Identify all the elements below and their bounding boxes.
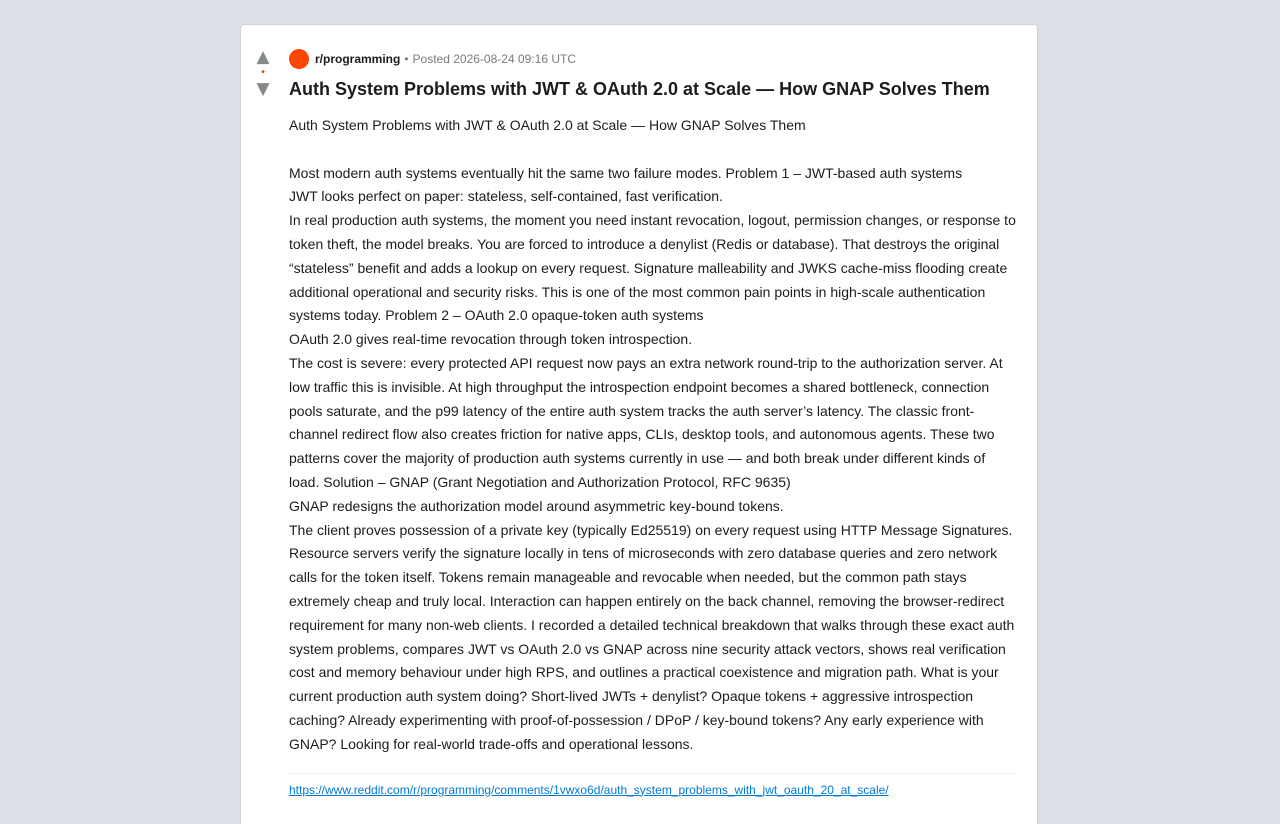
post-timestamp: Posted 2026-08-24 09:16 UTC xyxy=(412,52,576,66)
post-title[interactable]: Auth System Problems with JWT & OAuth 2.0 at Scale — How GNAP Solves Them xyxy=(289,79,990,99)
subreddit-name[interactable]: r/programming xyxy=(315,52,401,66)
post-body xyxy=(289,114,1016,757)
post-body-line: OAuth 2.0 gives real-time revocation through token introspection. xyxy=(289,331,693,348)
post-body-line: The client proves possession of a private key (typically Ed25519) on every request using HTTP Message Signatures. Resource servers verify the signature locally in tens of microseconds with zero database queries and zero network calls for the token itself. Tokens remain manageable and revocable when needed, but the common path stays extremely cheap and truly local. Interaction can happen entirely on the back channel, removing the browser-redirect requirement for many non-web clients. I recorded a detailed technical breakdown that walks through these exact auth system problems, compares JWT vs OAuth 2.0 vs GNAP across nine security attack vectors, shows real verification cost and memory behaviour under high RPS, and outlines a practical coexistence and migration path. What is your current production auth system doing? Short-lived JWTs + denylist? Opaque tokens + aggressive introspection caching? Already experimenting with proof-of-possession / DPoP / key-bound tokens? Any early experience with GNAP? Looking for real-world trade-offs and operational lessons. xyxy=(289,521,1015,752)
meta-separator: • xyxy=(404,52,409,66)
post-body-intro: Auth System Problems with JWT & OAuth 2.0 at Scale — How GNAP Solves Them xyxy=(289,117,806,133)
post-body-line: JWT looks perfect on paper: stateless, self-contained, fast verification. xyxy=(289,188,723,205)
post-meta xyxy=(289,49,1016,69)
vote-score: • xyxy=(261,67,265,78)
post-permalink[interactable]: https://www.reddit.com/r/programming/comments/1vwxo6d/auth_system_problems_with_jwt_oauth_20_at_scale/ xyxy=(289,782,889,797)
post-body-line: GNAP redesigns the authorization model around asymmetric key-bound tokens. xyxy=(289,497,784,514)
subreddit-avatar-icon[interactable] xyxy=(289,49,309,69)
post-card xyxy=(240,24,1038,824)
downvote-arrow-icon[interactable]: ▼ xyxy=(256,79,270,99)
vote-column xyxy=(249,47,277,99)
post-content xyxy=(289,49,1016,797)
post-body-line: The cost is severe: every protected API request now pays an extra network round-trip to the authorization server. At low traffic this is invisible. At high throughput the introspection endpoint becomes a shared bottleneck, connection pools saturate, and the p99 latency of the entire auth system tracks the auth server’s latency. The classic front-channel redirect flow also creates friction for native apps, CLIs, desktop tools, and autonomous agents. These two patterns cover the majority of production auth systems currently in use — and both break under different kinds of load. Solution – GNAP (Grant Negotiation and Authorization Protocol, RFC 9635) xyxy=(289,354,1003,490)
divider xyxy=(289,773,1016,774)
upvote-arrow-icon[interactable]: ▲ xyxy=(256,47,270,67)
post-body-line: Most modern auth systems eventually hit the same two failure modes. Problem 1 – JWT-based auth systems xyxy=(289,164,963,181)
paragraph-gap xyxy=(289,138,1016,162)
post-body-line: In real production auth systems, the moment you need instant revocation, logout, permission changes, or response to token theft, the model breaks. You are forced to introduce a denylist (Redis or database). That destroys the original “stateless” benefit and adds a lookup on every request. Signature malleability and JWKS cache-miss flooding create additional operational and security risks. This is one of the most common pain points in high-scale authentication systems today. Problem 2 – OAuth 2.0 opaque-token auth systems xyxy=(289,212,1016,324)
